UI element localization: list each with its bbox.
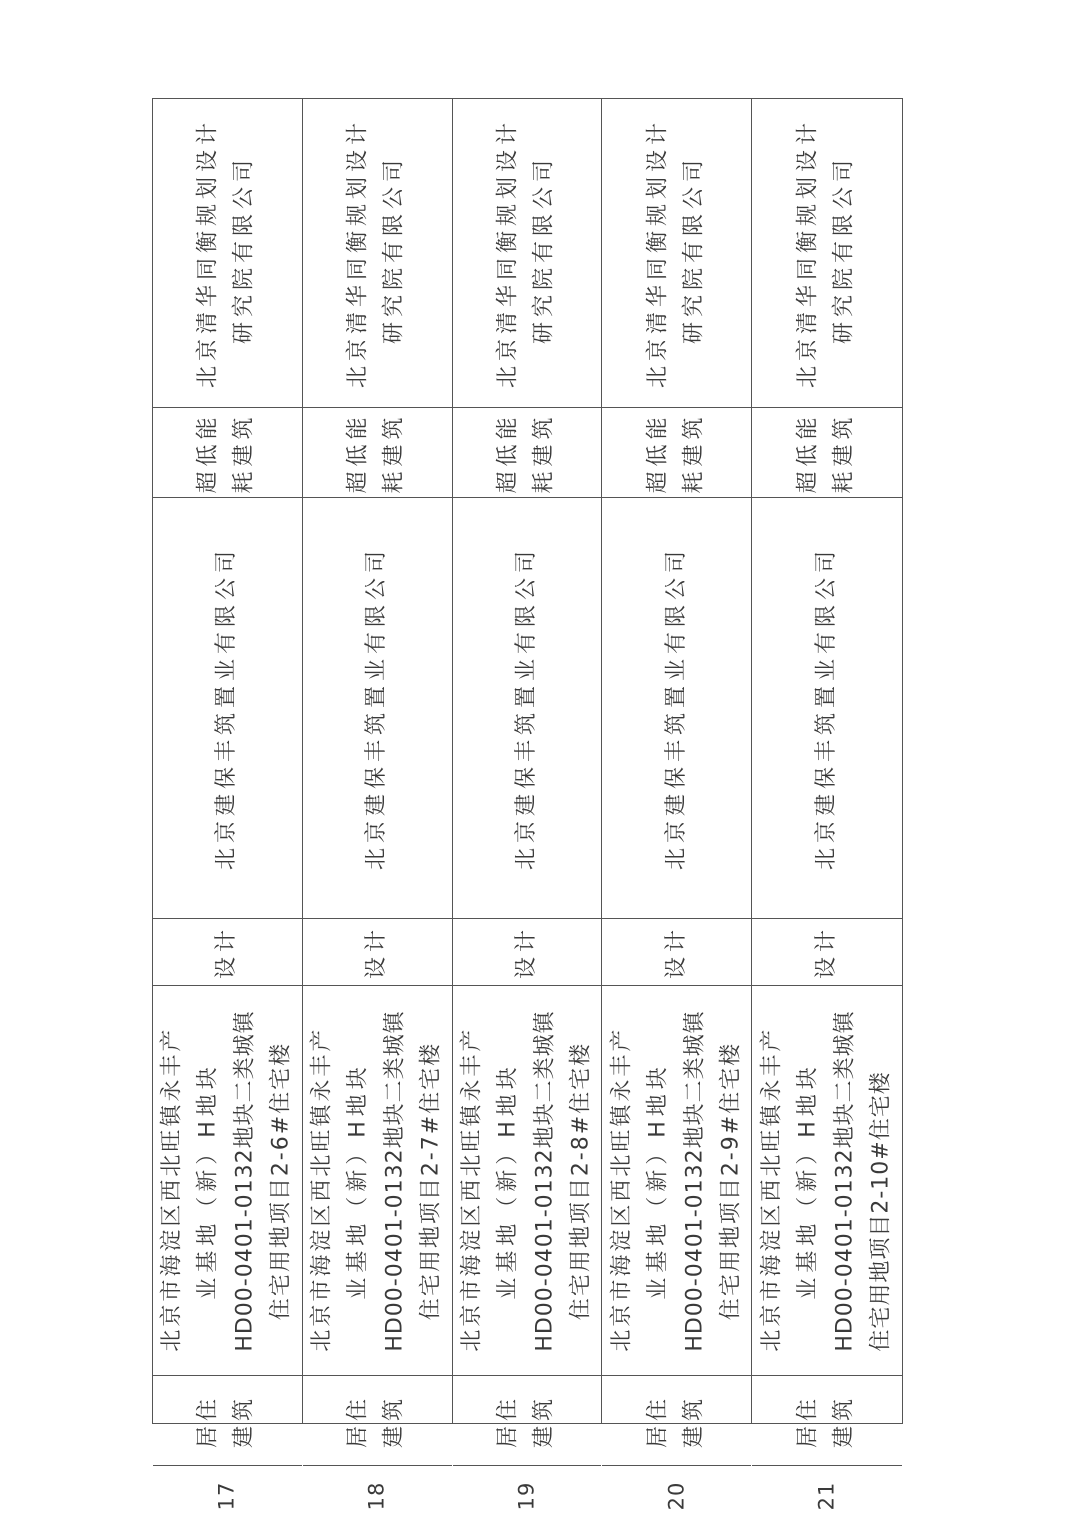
category-cell xyxy=(453,1376,602,1466)
project-line: HD00-0401-0132地块二类城镇 xyxy=(382,1009,408,1352)
table-row xyxy=(752,99,902,1510)
type-line: 超低能 xyxy=(196,411,222,494)
table-row xyxy=(153,99,303,1510)
owner-text: 北京建保丰筑置业有限公司 xyxy=(663,545,689,871)
category-line: 建筑 xyxy=(531,1393,557,1448)
category-cell xyxy=(752,1376,902,1466)
project-line: 北京市海淀区西北旺镇永丰产 xyxy=(459,1026,485,1352)
category-line: 居住 xyxy=(645,1393,671,1448)
type-cell xyxy=(752,408,902,498)
project-name-cell xyxy=(303,986,452,1376)
category-line: 建筑 xyxy=(232,1393,258,1448)
org-line: 研究院有限公司 xyxy=(681,154,707,345)
owner-cell xyxy=(602,498,751,919)
stage-text: 设计 xyxy=(364,924,390,980)
org-cell xyxy=(602,99,751,408)
type-line: 耗建筑 xyxy=(832,411,858,494)
stage-text: 设计 xyxy=(663,924,689,980)
row-number-cell xyxy=(752,1466,902,1525)
category-line: 居住 xyxy=(345,1393,371,1448)
owner-cell xyxy=(453,498,602,919)
type-line: 超低能 xyxy=(645,411,671,494)
project-name-cell xyxy=(153,986,302,1376)
category-line: 建筑 xyxy=(832,1393,858,1448)
owner-text: 北京建保丰筑置业有限公司 xyxy=(364,545,390,871)
org-cell xyxy=(453,99,602,408)
project-line: 北京市海淀区西北旺镇永丰产 xyxy=(159,1026,185,1352)
project-line: 住宅用地项目2-7#住宅楼 xyxy=(418,1041,444,1320)
stage-text: 设计 xyxy=(513,924,539,980)
category-line: 建筑 xyxy=(681,1393,707,1448)
org-line: 北京清华同衡规划设计 xyxy=(196,117,222,389)
type-line: 耗建筑 xyxy=(382,411,408,494)
category-line: 居住 xyxy=(196,1393,222,1448)
row-number: 19 xyxy=(514,1481,539,1510)
project-line: HD00-0401-0132地块二类城镇 xyxy=(832,1009,858,1352)
project-line: HD00-0401-0132地块二类城镇 xyxy=(681,1009,707,1352)
org-line: 北京清华同衡规划设计 xyxy=(795,117,821,389)
org-line: 研究院有限公司 xyxy=(832,154,858,345)
owner-text: 北京建保丰筑置业有限公司 xyxy=(513,545,539,871)
project-line: 住宅用地项目2-10#住宅楼 xyxy=(868,1070,894,1352)
table-row xyxy=(602,99,752,1510)
table-row xyxy=(303,99,453,1510)
category-line: 建筑 xyxy=(382,1393,408,1448)
stage-cell xyxy=(153,919,302,986)
row-number: 21 xyxy=(814,1481,839,1510)
project-line: 住宅用地项目2-9#住宅楼 xyxy=(718,1041,744,1320)
type-cell xyxy=(602,408,751,498)
org-line: 北京清华同衡规划设计 xyxy=(645,117,671,389)
project-line: 北京市海淀区西北旺镇永丰产 xyxy=(309,1026,335,1352)
project-line: 业基地（新）H地块 xyxy=(645,1061,671,1300)
category-cell xyxy=(153,1376,302,1466)
project-line: 业基地（新）H地块 xyxy=(345,1061,371,1300)
project-table xyxy=(152,98,903,1510)
row-number: 20 xyxy=(664,1481,689,1510)
type-cell xyxy=(453,408,602,498)
category-line: 居住 xyxy=(795,1393,821,1448)
org-cell xyxy=(752,99,902,408)
stage-text: 设计 xyxy=(214,924,240,980)
org-line: 研究院有限公司 xyxy=(382,154,408,345)
project-name-cell xyxy=(602,986,751,1376)
type-cell xyxy=(153,408,302,498)
category-cell xyxy=(602,1376,751,1466)
org-cell xyxy=(303,99,452,408)
type-line: 耗建筑 xyxy=(681,411,707,494)
stage-text: 设计 xyxy=(813,924,839,980)
table-row xyxy=(453,99,603,1510)
org-line: 北京清华同衡规划设计 xyxy=(495,117,521,389)
org-line: 北京清华同衡规划设计 xyxy=(345,117,371,389)
project-line: 业基地（新）H地块 xyxy=(795,1061,821,1300)
owner-cell xyxy=(303,498,452,919)
type-cell xyxy=(303,408,452,498)
row-number-cell xyxy=(602,1466,751,1525)
stage-cell xyxy=(752,919,902,986)
type-line: 超低能 xyxy=(495,411,521,494)
owner-text: 北京建保丰筑置业有限公司 xyxy=(813,545,839,871)
project-name-cell xyxy=(453,986,602,1376)
type-line: 耗建筑 xyxy=(531,411,557,494)
project-line: HD00-0401-0132地块二类城镇 xyxy=(531,1009,557,1352)
org-line: 研究院有限公司 xyxy=(531,154,557,345)
project-line: 业基地（新）H地块 xyxy=(495,1061,521,1300)
row-number-cell xyxy=(153,1466,302,1525)
project-name-cell xyxy=(752,986,902,1376)
org-line: 研究院有限公司 xyxy=(232,154,258,345)
stage-cell xyxy=(602,919,751,986)
stage-cell xyxy=(453,919,602,986)
category-cell xyxy=(303,1376,452,1466)
owner-cell xyxy=(153,498,302,919)
owner-cell xyxy=(752,498,902,919)
owner-text: 北京建保丰筑置业有限公司 xyxy=(214,545,240,871)
project-line: 业基地（新）H地块 xyxy=(196,1061,222,1300)
type-line: 超低能 xyxy=(795,411,821,494)
row-number: 18 xyxy=(364,1481,389,1510)
stage-cell xyxy=(303,919,452,986)
project-line: 北京市海淀区西北旺镇永丰产 xyxy=(609,1026,635,1352)
type-line: 超低能 xyxy=(345,411,371,494)
project-line: 北京市海淀区西北旺镇永丰产 xyxy=(759,1026,785,1352)
project-line: 住宅用地项目2-6#住宅楼 xyxy=(268,1041,294,1320)
type-line: 耗建筑 xyxy=(232,411,258,494)
row-number-cell xyxy=(453,1466,602,1525)
org-cell xyxy=(153,99,302,408)
category-line: 居住 xyxy=(495,1393,521,1448)
project-line: 住宅用地项目2-8#住宅楼 xyxy=(568,1041,594,1320)
row-number: 17 xyxy=(215,1481,240,1510)
row-number-cell xyxy=(303,1466,452,1525)
project-line: HD00-0401-0132地块二类城镇 xyxy=(232,1009,258,1352)
